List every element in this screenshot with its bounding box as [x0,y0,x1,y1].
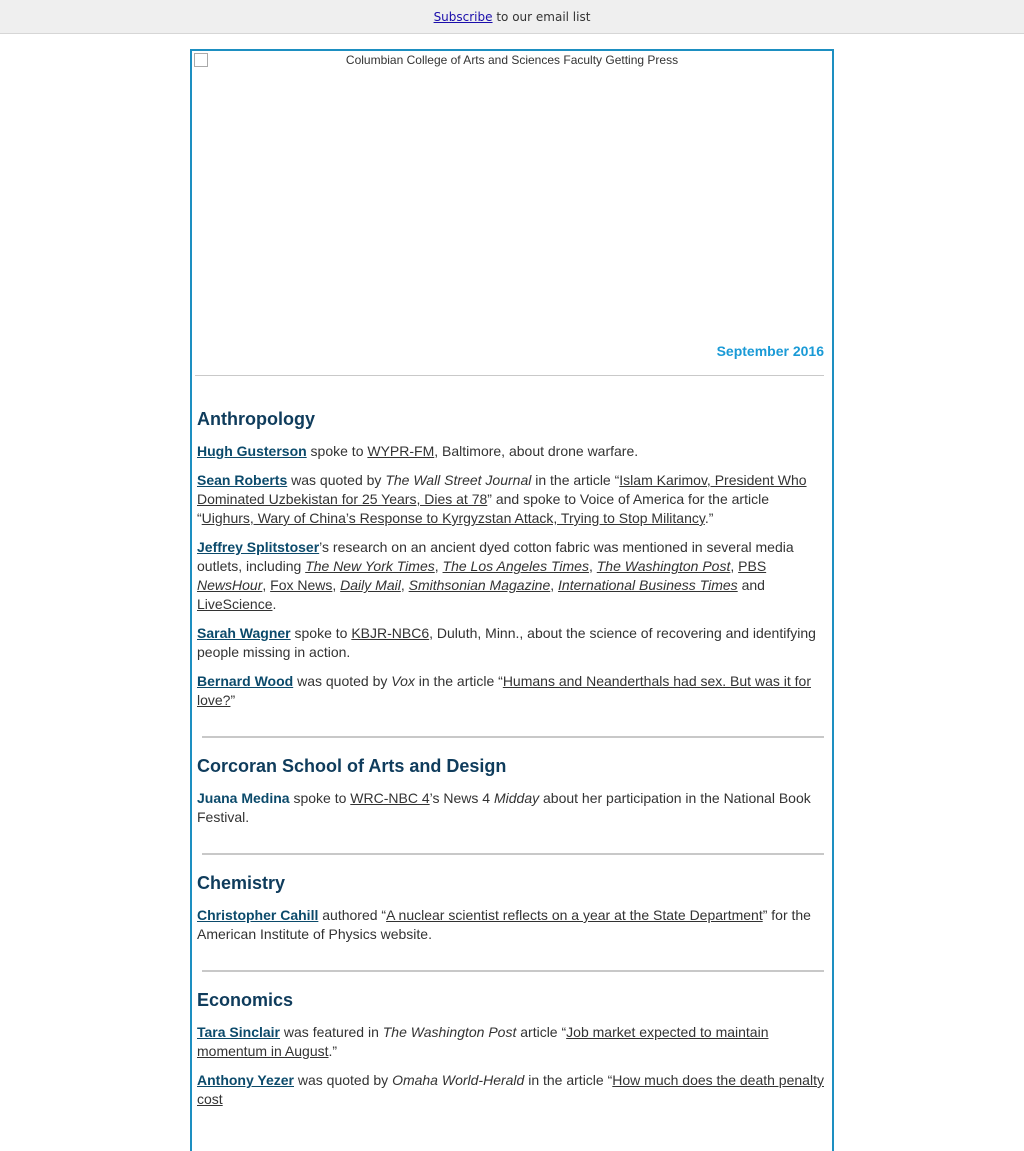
text: spoke to [290,625,352,641]
text: , Duluth, Minn., about the science of recovering and identifying people missing in action. [197,625,816,660]
article-link[interactable]: LiveScience [197,596,273,612]
faculty-name: Juana Medina [197,790,290,806]
publication-name: The Wall Street Journal [385,472,532,488]
text: , [550,577,559,593]
outlet-link[interactable]: Daily Mail [340,577,401,593]
section-corcoran-school-of-arts-and-design [192,756,832,827]
issue-date: September 2016 [716,343,824,359]
faculty-name-link[interactable]: Sarah Wagner [197,625,291,641]
text: ’s News 4 [429,790,494,806]
text: article “ [516,1024,567,1040]
press-item [197,672,827,710]
article-link[interactable]: A nuclear scientist reflects on a year at the State Department [386,907,763,923]
section-divider [202,970,824,972]
outlet-link[interactable]: International Business Times [558,577,738,593]
article-link[interactable]: PBS [738,558,767,574]
article-link[interactable]: Job market expected to maintain momentum in August [197,1024,769,1059]
text: .” [328,1043,338,1059]
outlet-link[interactable]: NewsHour [197,577,263,593]
press-item [197,471,827,528]
text: was quoted by [294,1072,393,1088]
text: and [737,577,765,593]
press-item [197,1071,827,1109]
publication-name: The Washington Post [382,1024,517,1040]
section-heading: Anthropology [197,409,315,429]
text: in the article “ [414,673,503,689]
subscribe-text: to our email list [492,10,591,24]
text: authored “ [318,907,387,923]
section-divider [202,853,824,855]
text: ” for the American Institute of Physics website. [197,907,811,942]
text: , [588,558,597,574]
section-economics [192,990,832,1109]
text: in the article “ [531,472,620,488]
article-link[interactable]: Fox News [270,577,333,593]
text: .” [704,510,714,526]
faculty-name-link[interactable]: Jeffrey Splitstoser [197,539,320,555]
article-link[interactable]: WYPR-FM [367,443,435,459]
faculty-name-link[interactable]: Sean Roberts [197,472,288,488]
section-chemistry [192,873,832,944]
press-item [197,624,827,662]
press-item [197,906,827,944]
sections [192,409,832,1109]
outlet-link[interactable]: The New York Times [305,558,435,574]
text: ” [230,692,236,708]
press-item [197,1023,827,1061]
text: . [272,596,277,612]
text: , [730,558,739,574]
outlet-link[interactable]: The Los Angeles Times [442,558,589,574]
publication-name: Vox [391,673,415,689]
section-divider [202,736,824,738]
outlet-link[interactable]: Smithsonian Magazine [408,577,551,593]
section-heading: Economics [197,990,294,1010]
text: spoke to [289,790,351,806]
article-link[interactable]: KBJR-NBC6 [351,625,430,641]
article-link[interactable]: WRC-NBC 4 [350,790,430,806]
publication-name: Midday [493,790,540,806]
banner-image [192,51,832,343]
section-heading: Corcoran School of Arts and Design [197,756,507,776]
faculty-name-link[interactable]: Hugh Gusterson [197,443,307,459]
text: , [262,577,271,593]
section-heading: Chemistry [197,873,286,893]
newsletter-container [190,49,834,1151]
section-anthropology [192,409,832,710]
publication-name: Omaha World-Herald [392,1072,525,1088]
text: , [400,577,409,593]
subscribe-bar [0,0,1024,34]
subscribe-link[interactable]: Subscribe [433,10,493,24]
outlet-link[interactable]: The Washington Post [596,558,731,574]
text: spoke to [306,443,368,459]
text: was quoted by [293,673,392,689]
text: was quoted by [287,472,386,488]
article-link[interactable]: Humans and Neanderthals had sex. But was it for love? [197,673,811,708]
text: about her participation in the National Book Festival. [197,790,811,825]
faculty-name-link[interactable]: Bernard Wood [197,673,294,689]
faculty-name-link[interactable]: Tara Sinclair [197,1024,281,1040]
text: ’s research on an ancient dyed cotton fabric was mentioned in several media outlets, including [197,539,794,574]
press-item [197,789,827,827]
text: , Baltimore, about drone warfare. [434,443,639,459]
press-item [197,442,827,461]
divider [195,375,824,376]
text: in the article “ [524,1072,613,1088]
faculty-name-link[interactable]: Christopher Cahill [197,907,319,923]
text: ” and spoke to Voice of America for the article “ [197,491,769,526]
text: , [332,577,341,593]
text: was featured in [280,1024,383,1040]
faculty-name-link[interactable]: Anthony Yezer [197,1072,294,1088]
press-item [197,538,827,614]
broken-image-icon [194,53,208,67]
article-link[interactable]: How much does the death penalty cost [197,1072,824,1107]
banner-alt-text: Columbian College of Arts and Sciences Faculty Getting Press [345,53,679,67]
article-link[interactable]: Islam Karimov, President Who Dominated Uzbekistan for 25 Years, Dies at 78 [197,472,807,507]
text: , [434,558,443,574]
article-link[interactable]: Uighurs, Wary of China’s Response to Kyrgyzstan Attack, Trying to Stop Militancy [201,510,705,526]
